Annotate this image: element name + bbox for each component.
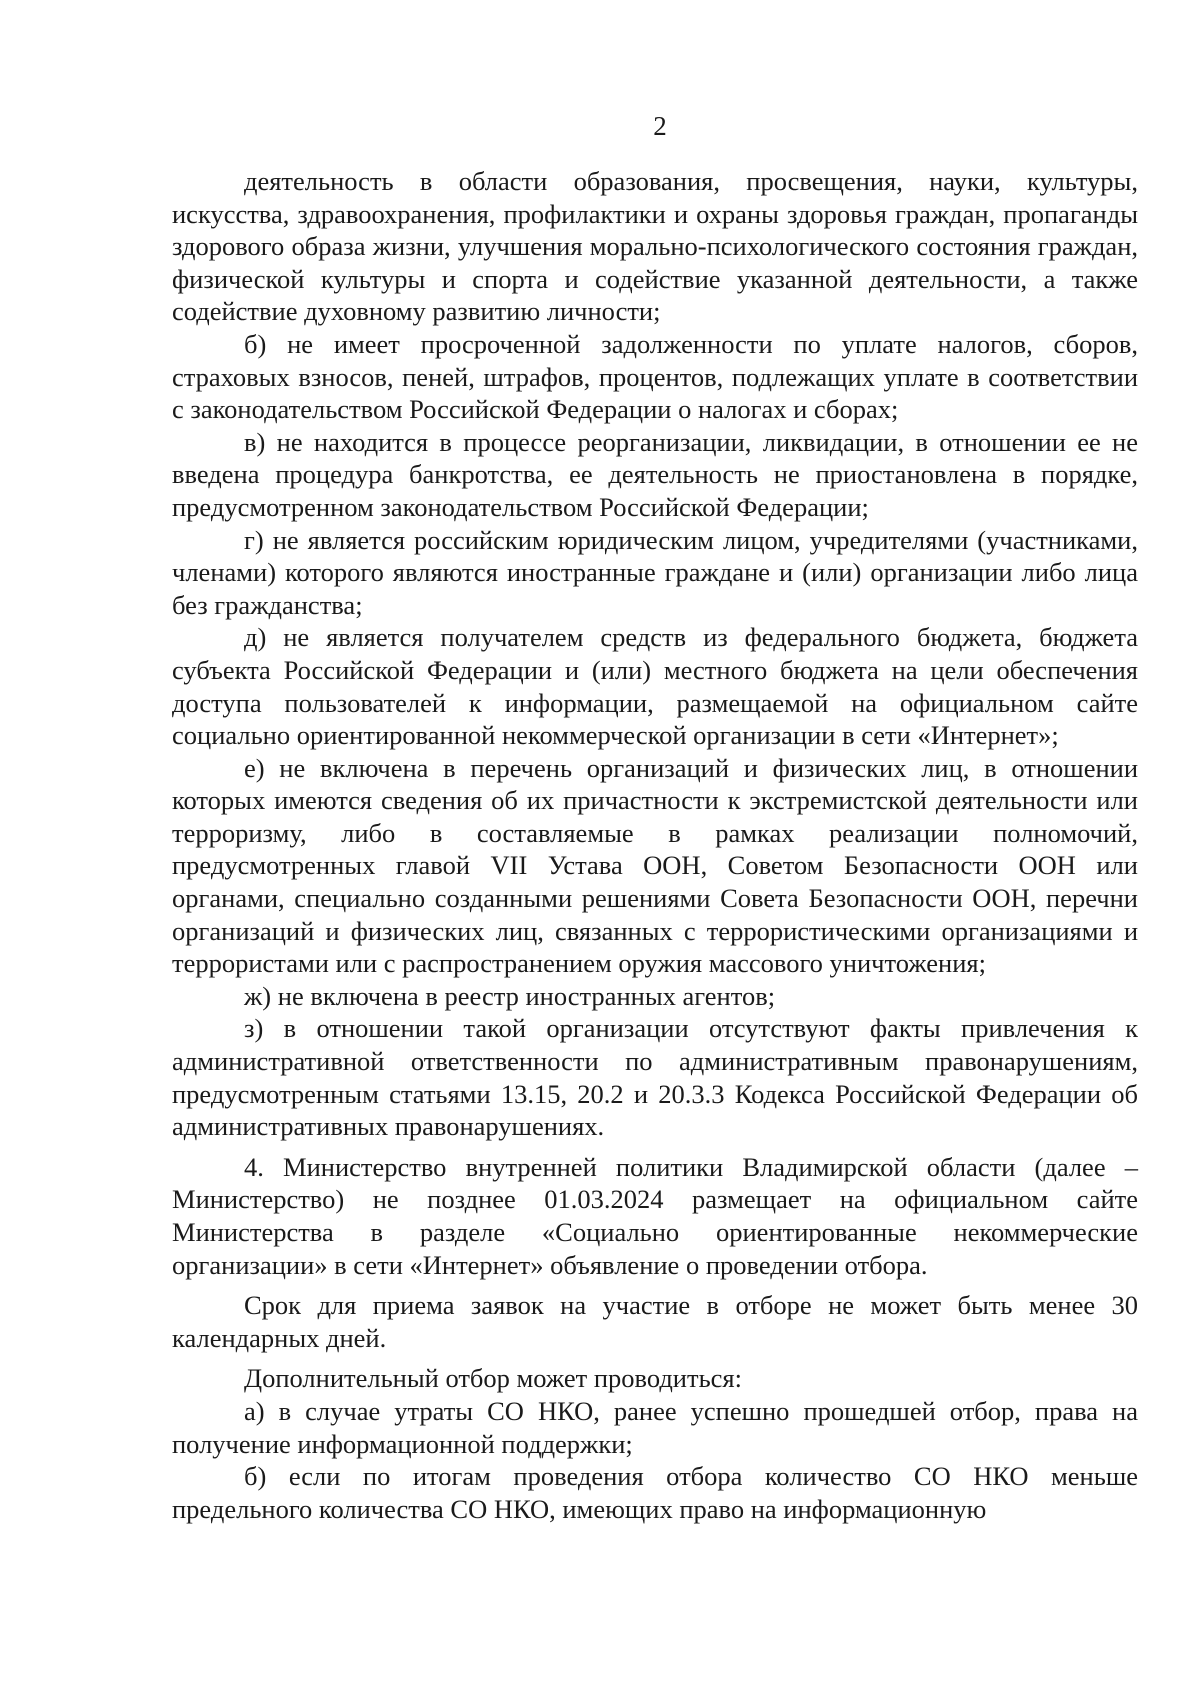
paragraph-item-b: б) не имеет просроченной задолженности по уплате налогов, сборов, страховых взносов, пеней, штрафов, процентов, подлежащих уплате в соответствии с законодательством Российской Федерации о налогах и сборах; [172, 328, 1138, 425]
paragraph-deadline: Срок для приема заявок на участие в отборе не может быть менее 30 календарных дней. [172, 1290, 1138, 1353]
paragraph-item-z: з) в отношении такой организации отсутствуют факты привлечения к административной ответственности по административным правонарушениям, предусмотренным статьями 13.15, 20.2 и 20.3.3 Кодекса Российской Федерации об административных правонарушениях. [172, 1013, 1138, 1142]
document-body [172, 165, 1138, 1525]
paragraph-item-zh: ж) не включена в реестр иностранных агентов; [244, 980, 776, 1011]
paragraph-item-e: е) не включена в перечень организаций и физических лиц, в отношении которых имеются сведения об их причастности к экстремистской деятельности или терроризму, либо в составляемые в рамках реализации полномочий, предусмотренных главой VII Устава ООН, Советом Безопасности ООН или органами, специально созданными решениями Совета Безопасности ООН, перечни организаций и физических лиц, связанных с террористическими организациями и террористами или с распространением оружия массового уничтожения; [172, 752, 1138, 979]
paragraph-item-d: д) не является получателем средств из федерального бюджета, бюджета субъекта Российской Федерации и (или) местного бюджета на цели обеспечения доступа пользователей к информации, размещаемой на официальном сайте социально ориентированной некоммерческой организации в сети «Интернет»; [172, 622, 1138, 751]
paragraph-additional-selection: Дополнительный отбор может проводиться: [244, 1363, 742, 1394]
paragraph-item-b-2: б) если по итогам проведения отбора количество СО НКО меньше предельного количества СО НКО, имеющих право на информационную [172, 1461, 1138, 1524]
paragraph-continuation: деятельность в области образования, просвещения, науки, культуры, искусства, здравоохранения, профилактики и охраны здоровья граждан, пропаганды здорового образа жизни, улучшения морально-психологического состояния граждан, физической культуры и спорта и содействие указанной деятельности, а также содействие духовному развитию личности; [172, 166, 1138, 327]
paragraph-item-v: в) не находится в процессе реорганизации, ликвидации, в отношении ее не введена процедура банкротства, ее деятельность не приостановлена в порядке, предусмотренном законодательством Российской Федерации; [172, 426, 1138, 522]
paragraph-item-g: г) не является российским юридическим лицом, учредителями (участниками, членами) которого являются иностранные граждане и (или) организации либо лица без гражданства; [172, 524, 1138, 620]
page-number: 2 [653, 111, 667, 141]
paragraph-section-4: 4. Министерство внутренней политики Владимирской области (далее – Министерство) не позднее 01.03.2024 размещает на официальном сайте Министерства в разделе «Социально ориентированные некоммерческие организации» в сети «Интернет» объявление о проведении отбора. [172, 1151, 1138, 1280]
paragraph-item-a: а) в случае утраты СО НКО, ранее успешно прошедшей отбор, права на получение информационной поддержки; [172, 1395, 1138, 1459]
